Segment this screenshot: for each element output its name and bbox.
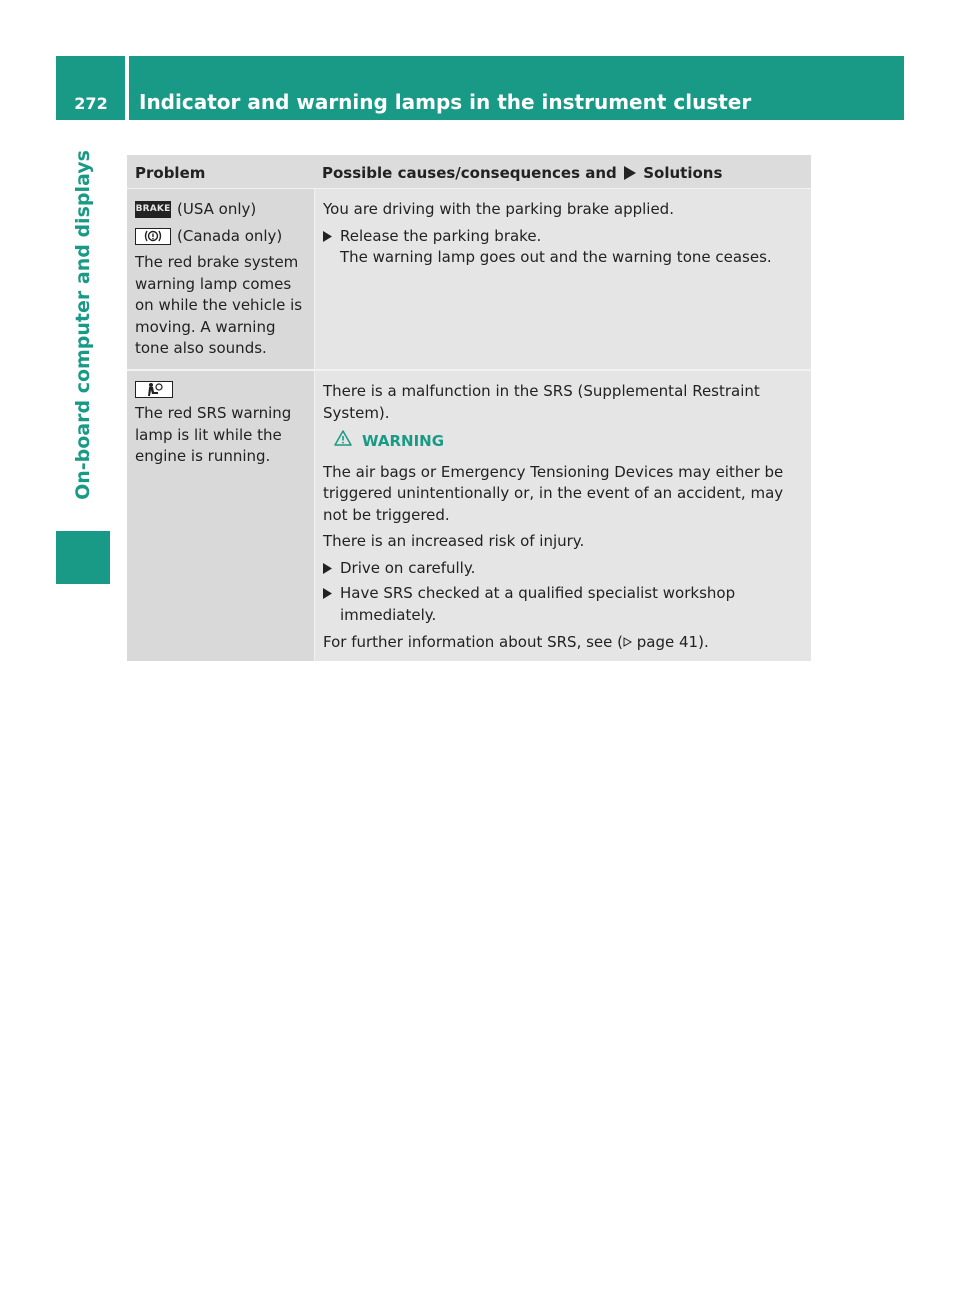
page-ref-triangle-icon [623, 636, 632, 651]
problem-description: The red SRS warning lamp is lit while the engine is running. [135, 404, 292, 465]
triangle-right-arrow-icon [323, 226, 340, 269]
step-item [323, 226, 803, 269]
problem-description: The red brake system warning lamp comes on while the vehicle is moving. A warning tone also sounds. [135, 253, 303, 357]
info-suffix: ). [698, 633, 709, 651]
step-text: Release the parking brake. [340, 226, 542, 245]
lamp-srs-line [135, 381, 306, 398]
brake-text-lamp-icon: BRAKE [135, 201, 171, 218]
table-row [127, 189, 811, 369]
page-title: Indicator and warning lamps in the instrument cluster [139, 90, 752, 114]
triangle-right-arrow-icon [323, 583, 340, 626]
warning-heading [323, 430, 803, 453]
solution-cell [314, 369, 811, 661]
warning-triangle-icon [334, 430, 352, 453]
table-header-row [127, 155, 811, 189]
column-header-solutions [314, 155, 811, 188]
column-header-solutions-prefix: Possible causes/consequences and [322, 164, 617, 182]
side-tab-marker [56, 531, 110, 584]
cause-text: You are driving with the parking brake applied. [323, 200, 674, 218]
warning-text: The air bags or Emergency Tensioning Devices may either be triggered unintentionally or, in the event of an accident, may not be triggered. [323, 462, 784, 524]
step-note: The warning lamp goes out and the warning tone ceases. [340, 248, 772, 266]
brake-circle-lamp-icon [135, 228, 171, 245]
page-ref-link[interactable]: page 41 [636, 633, 699, 651]
triangle-right-arrow-icon [624, 166, 636, 184]
info-prefix: For further information about SRS, see ( [323, 633, 623, 651]
srs-airbag-lamp-icon [135, 381, 173, 398]
step-item [323, 558, 803, 580]
warning-label: WARNING [362, 431, 445, 450]
side-tab-label: On-board computer and displays [72, 150, 94, 500]
risk-text: There is an increased risk of injury. [323, 532, 585, 550]
lamp-canada-text: (Canada only) [177, 226, 283, 245]
step-text: Have SRS checked at a qualified specialist workshop immediately. [340, 584, 736, 624]
cause-text: There is a malfunction in the SRS (Supplemental Restraint System). [323, 382, 760, 422]
lamp-usa-text: (USA only) [177, 200, 257, 218]
column-header-problem: Problem [135, 164, 206, 182]
problem-cell [127, 189, 314, 369]
info-text [323, 632, 803, 655]
step-item [323, 583, 803, 626]
page-number: 272 [74, 94, 108, 113]
column-header-solutions-suffix: Solutions [643, 164, 723, 182]
problem-solution-table [127, 155, 811, 661]
table-row [127, 369, 811, 661]
triangle-right-arrow-icon [323, 558, 340, 580]
lamp-usa-line [135, 199, 306, 221]
problem-cell [127, 369, 314, 661]
lamp-canada-line [135, 226, 306, 248]
side-tab [56, 120, 110, 530]
step-text: Drive on carefully. [340, 558, 476, 577]
solution-cell [314, 189, 811, 369]
